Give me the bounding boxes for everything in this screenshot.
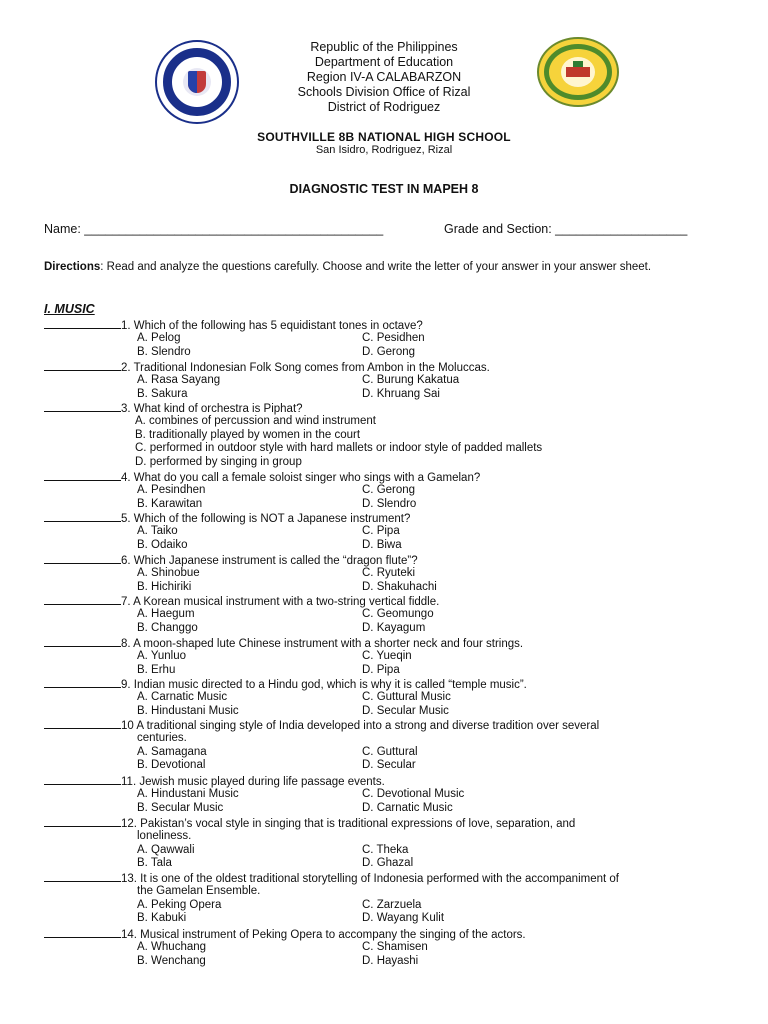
answer-option-d: D. Secular Music [362, 704, 449, 717]
header-line-1: Republic of the Philippines [310, 40, 458, 54]
answer-blank[interactable] [44, 318, 121, 329]
answer-blank[interactable] [44, 553, 121, 564]
question-stem [44, 553, 418, 568]
grade-section-field[interactable]: Grade and Section: ___________________ [444, 222, 688, 236]
question-text-continued: centuries. [137, 731, 187, 744]
header-line-4: Schools Division Office of Rizal [297, 85, 471, 99]
answer-option-a: A. Qawwali [137, 843, 195, 856]
answer-blank[interactable] [44, 636, 121, 647]
answer-option-b: B. Erhu [137, 663, 176, 676]
question-stem [44, 816, 575, 831]
question-stem [44, 677, 527, 692]
answer-option-d: D. Secular [362, 759, 416, 772]
answer-option-b: B. Hichiriki [137, 580, 192, 593]
question-stem [44, 511, 410, 526]
answer-option-d: D. Pipa [362, 663, 400, 676]
question-text: 6. Which Japanese instrument is called the “dragon flute”? [121, 555, 418, 567]
answer-option-d: D. Slendro [362, 497, 417, 510]
answer-option-b: B. Tala [137, 857, 172, 870]
question-stem [44, 636, 523, 651]
answer-option-a: A. Shinobue [137, 566, 200, 579]
answer-blank[interactable] [44, 871, 121, 882]
question-stem [44, 927, 526, 942]
answer-option-a: A. Taiko [137, 524, 178, 537]
answer-option-b: B. Wenchang [137, 954, 206, 967]
answer-option-c: C. Pesidhen [362, 331, 425, 344]
answer-option-b: B. Devotional [137, 759, 206, 772]
answer-option-c: C. Guttural [362, 745, 418, 758]
question-text: 2. Traditional Indonesian Folk Song comes from Ambon in the Moluccas. [121, 362, 490, 374]
answer-option-c: C. Gerong [362, 483, 416, 496]
answer-option-d: D. Wayang Kulit [362, 912, 445, 925]
question-text: 4. What do you call a female soloist singer who sings with a Gamelan? [121, 472, 481, 484]
answer-option-d: D. Ghazal [362, 857, 414, 870]
answer-option-c: C. Geomungo [362, 607, 434, 620]
answer-option-c: C. Burung Kakatua [362, 373, 460, 386]
answer-option-a: A. Yunluo [137, 649, 187, 662]
question-text: 12. Pakistan’s vocal style in singing that is traditional expressions of love, separation, and [121, 818, 576, 830]
answer-option-d: D. Hayashi [362, 954, 419, 967]
question-text: 5. Which of the following is NOT a Japanese instrument? [121, 513, 411, 525]
question-stem [44, 470, 480, 485]
page-title: DIAGNOSTIC TEST IN MAPEH 8 [289, 182, 479, 196]
answer-option-b: B. Kabuki [137, 912, 187, 925]
answer-option-c: C. Yueqin [362, 649, 412, 662]
answer-option-a: A. Whuchang [137, 940, 207, 953]
name-field[interactable]: Name: ___________________________________________ [44, 222, 384, 236]
question-stem [44, 360, 490, 375]
answer-option-d: D. Khruang Sai [362, 387, 440, 400]
answer-option-a: A. Haegum [137, 607, 195, 620]
answer-option-c: C. Theka [362, 843, 409, 856]
directions-text: : Read and analyze the questions carefully. Choose and write the letter of your answer in your answer sheet. [100, 261, 652, 273]
answer-option-b: B. Changgo [137, 621, 198, 634]
answer-option-b: B. Karawitan [137, 497, 203, 510]
answer-option-b: B. Slendro [137, 345, 191, 358]
answer-option-c: C. Shamisen [362, 940, 428, 953]
question-text: 9. Indian music directed to a Hindu god, which is why it is called “temple music”. [121, 679, 527, 691]
answer-option-c: C. Zarzuela [362, 898, 422, 911]
answer-option: D. performed by singing in group [135, 456, 302, 469]
answer-blank[interactable] [44, 677, 121, 688]
answer-blank[interactable] [44, 401, 121, 412]
answer-blank[interactable] [44, 470, 121, 481]
answer-option-a: A. Carnatic Music [137, 690, 228, 703]
answer-option-d: D. Biwa [362, 538, 402, 551]
question-stem [44, 871, 619, 886]
answer-option-a: A. Samagana [137, 745, 207, 758]
question-text: 3. What kind of orchestra is Piphat? [121, 403, 303, 415]
school-address: San Isidro, Rodriguez, Rizal [315, 144, 453, 156]
question-text: 14. Musical instrument of Peking Opera to accompany the singing of the actors. [121, 929, 526, 941]
answer-option: C. performed in outdoor style with hard mallets or indoor style of padded mallets [135, 442, 543, 455]
answer-option-c: C. Pipa [362, 524, 400, 537]
question-text: 11. Jewish music played during life passage events. [121, 776, 385, 788]
answer-option-d: D. Gerong [362, 345, 416, 358]
answer-option: A. combines of percussion and wind instrument [135, 414, 376, 427]
answer-option-c: C. Ryuteki [362, 566, 416, 579]
answer-blank[interactable] [44, 718, 121, 729]
answer-blank[interactable] [44, 511, 121, 522]
answer-blank[interactable] [44, 594, 121, 605]
question-text-continued: loneliness. [137, 829, 192, 842]
school-name: SOUTHVILLE 8B NATIONAL HIGH SCHOOL [257, 130, 511, 144]
question-stem [44, 318, 423, 333]
answer-option-d: D. Shakuhachi [362, 580, 437, 593]
question-text-continued: the Gamelan Ensemble. [137, 884, 261, 897]
answer-blank[interactable] [44, 816, 121, 827]
answer-option-d: D. Carnatic Music [362, 801, 453, 814]
header-line-2: Department of Education [314, 55, 454, 69]
answer-option-d: D. Kayagum [362, 621, 426, 634]
question-stem [44, 401, 303, 416]
section-title-music: I. MUSIC [44, 302, 95, 316]
directions-label: Directions [44, 261, 101, 273]
answer-blank[interactable] [44, 774, 121, 785]
answer-option-a: A. Peking Opera [137, 898, 222, 911]
header-line-3: Region IV-A CALABARZON [306, 70, 462, 84]
question-stem [44, 718, 599, 733]
question-text: 10 A traditional singing style of India developed into a strong and diverse tradition over several [121, 720, 600, 732]
answer-option-b: B. Odaiko [137, 538, 188, 551]
answer-option-c: C. Devotional Music [362, 787, 465, 800]
question-text: 8. A moon-shaped lute Chinese instrument with a shorter neck and four strings. [121, 638, 524, 650]
answer-blank[interactable] [44, 360, 121, 371]
answer-option-b: B. Sakura [137, 387, 188, 400]
header-line-5: District of Rodriguez [327, 100, 441, 114]
answer-option-b: B. Hindustani Music [137, 704, 239, 717]
question-text: 13. It is one of the oldest traditional storytelling of Indonesia performed with the accompaniment of [121, 873, 619, 885]
answer-option-a: A. Hindustani Music [137, 787, 239, 800]
answer-option-a: A. Rasa Sayang [137, 373, 221, 386]
question-stem [44, 774, 385, 789]
answer-option-c: C. Guttural Music [362, 690, 451, 703]
question-text: 1. Which of the following has 5 equidistant tones in octave? [121, 320, 423, 332]
directions [44, 260, 722, 274]
question-stem [44, 594, 439, 609]
answer-option-a: A. Pesindhen [137, 483, 206, 496]
answer-blank[interactable] [44, 927, 121, 938]
answer-option-b: B. Secular Music [137, 801, 224, 814]
answer-option: B. traditionally played by women in the court [135, 428, 361, 441]
answer-option-a: A. Pelog [137, 331, 181, 344]
question-text: 7. A Korean musical instrument with a two-string vertical fiddle. [121, 596, 440, 608]
